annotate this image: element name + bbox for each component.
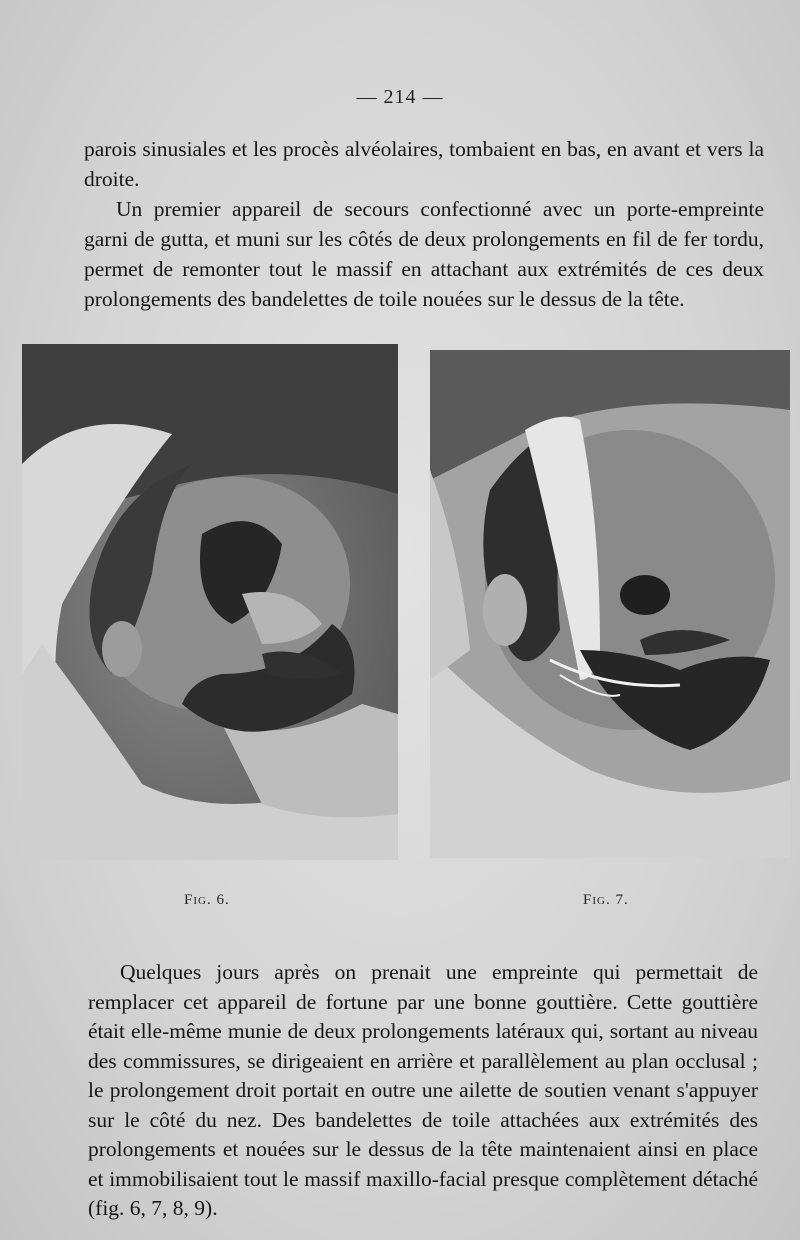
figure-6-photo [22, 344, 398, 860]
paragraph-first-aid-apparatus: Un premier appareil de secours confectionné avec un porte-empreinte garni de gutta, et muni sur les côtés de deux prolongements en fil de fer tordu, permet de remonter tout le massif en attachant aux extrémités de ces deux prolongements des bandelettes de toile nouées sur le dessus de la tête. [84, 197, 764, 311]
page-number: — 214 — [356, 86, 444, 108]
paragraph-continuation: parois sinusiales et les procès alvéolaires, tombaient en bas, en avant et vers la droite. [84, 137, 764, 191]
figure-7-photo [430, 350, 790, 858]
figure-7-caption: Fig. 7. [583, 892, 629, 908]
figure-6-caption: Fig. 6. [184, 892, 230, 908]
paragraph-splint: Quelques jours après on prenait une empreinte qui permettait de remplacer cet appareil de fortune par une bonne gouttière. Cette gouttière était elle-même munie de deux prolongements latéraux qui, sortant au niveau des commissures, se dirigeaient en arrière et parallèlement au plan occlusal ; le prolongement droit portait en outre une ailette de soutien venant s'appuyer sur le côté du nez. Des bandelettes de toile attachées aux extrémités des prolongements et nouées sur le dessus de la tête maintenaient ainsi en place et immobilisaient tout le massif maxillo-facial presque complètement détaché (fig. 6, 7, 8, 9). [88, 960, 758, 1220]
